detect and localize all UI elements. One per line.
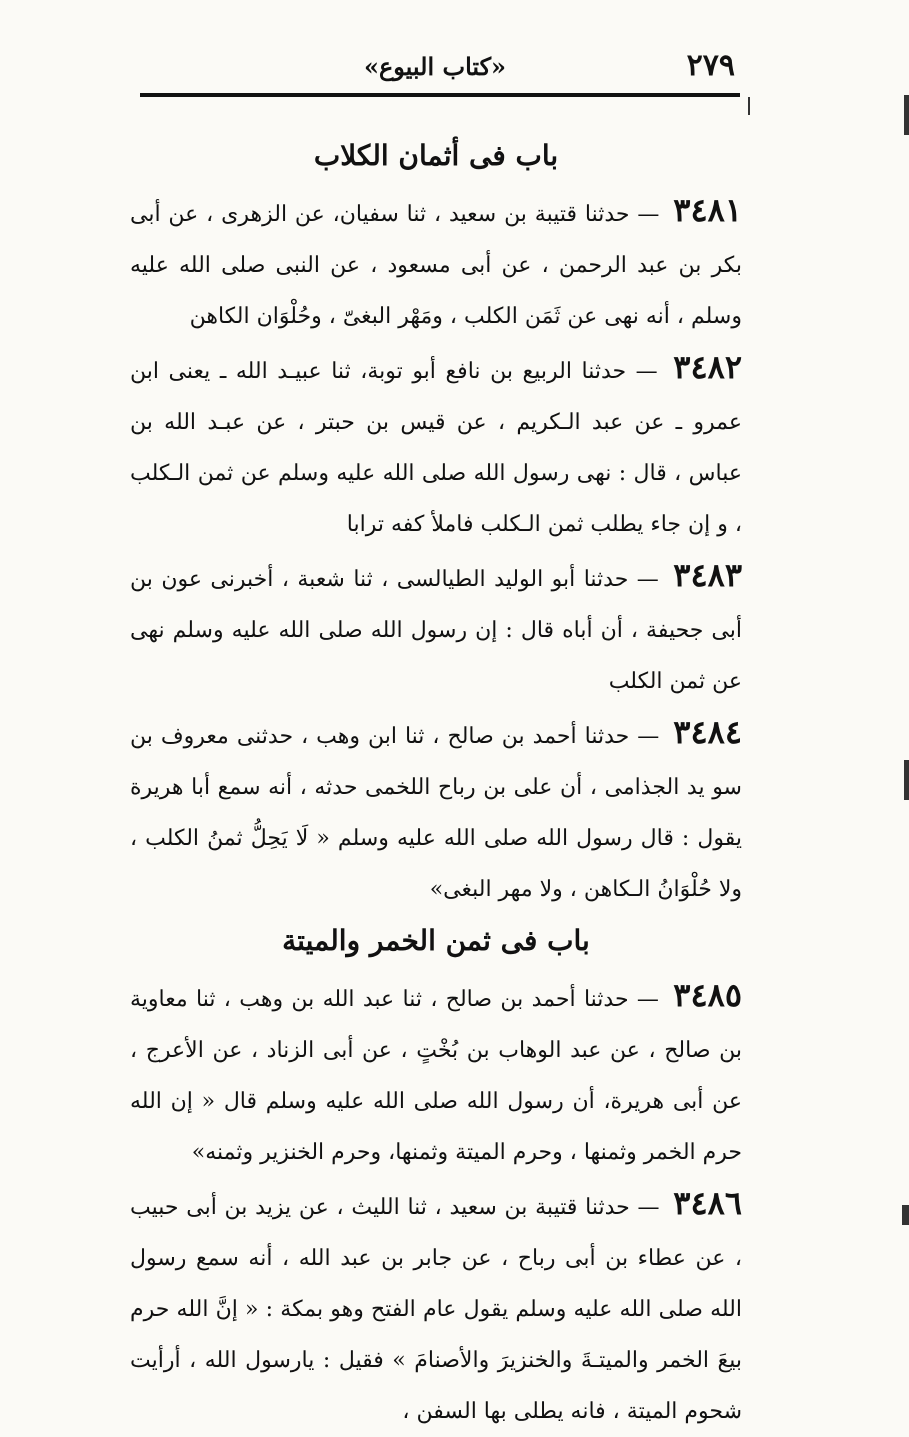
hadith (130, 342, 742, 550)
page-header (135, 48, 735, 88)
hadith (130, 970, 742, 1178)
hadith-number: ٣٤٨٢ (673, 348, 742, 386)
hadith (130, 550, 742, 707)
hadith-text: — حدثنا أبو الوليد الطيالسى ، ثنا شعبة ، أخبرنى عون بن أبى جحيفة ، أن أباه قال : إن رسول الله صلى الله عليه وسلم نهى عن ثمن الكلب (130, 567, 742, 694)
scan-edge-mark (902, 1205, 909, 1225)
page-body (130, 130, 742, 1437)
hadith-number: ٣٤٨٤ (673, 713, 742, 751)
header-rule (140, 93, 740, 97)
hadith-text: — حدثنا الربيع بن نافع أبو توبة، ثنا عبيـد الله ـ يعنى ابن عمرو ـ عن عبد الـكريم ، عن قيس بن حبتر ، عن عبـد الله بن عباس ، قال : نهى رسول الله صلى الله عليه وسلم عن ثمن الـكلب ، و إن جاء يطلب ثمن الـكلب فاملأ كفه ترابا (130, 359, 742, 537)
hadith-number: ٣٤٨٥ (673, 976, 742, 1014)
hadith (130, 1178, 742, 1437)
running-title: «كتاب البيوع» (363, 52, 507, 81)
hadith-number: ٣٤٨٣ (673, 556, 742, 594)
hadith (130, 185, 742, 342)
page-number: ٢٧٩ (686, 48, 735, 83)
hadith-number: ٣٤٨٦ (673, 1184, 742, 1222)
hadith-text: — حدثنا أحمد بن صالح ، ثنا ابن وهب ، حدثنى معروف بن سو يد الجذامى ، أن على بن رباح اللخمى حدثه ، أنه سمع أبا هريرة يقول : قال رسول الله صلى الله عليه وسلم « لَا يَحِلُّ ثمنُ الكلب ، ولا حُلْوَانُ الـكاهن ، ولا مهر البغى» (130, 724, 742, 902)
header-rule-tail (740, 97, 750, 115)
hadith-text: — حدثنا قتيبة بن سعيد ، ثنا الليث ، عن يزيد بن أبى حبيب ، عن عطاء بن أبى رباح ، عن جابر بن عبد الله ، أنه سمع رسول الله صلى الله عليه وسلم يقول عام الفتح وهو بمكة : « إنَّ الله حرم بيعَ الخمر والميتـةَ والخنزيرَ والأصنامَ » فقيل : يارسول الله ، أرأيت شحوم الميتة ، فانه يطلى بها السفن ، (130, 1195, 742, 1424)
hadith (130, 707, 742, 915)
chapter-heading: باب فى ثمن الخمر والميتة (282, 924, 590, 957)
hadith-number: ٣٤٨١ (673, 191, 742, 229)
hadith-text: — حدثنا أحمد بن صالح ، ثنا عبد الله بن وهب ، ثنا معاوية بن صالح ، عن عبد الوهاب بن بُخْتٍ ، عن أبى الزناد ، عن الأعرج ، عن أبى هريرة، أن رسول الله صلى الله عليه وسلم قال « إن الله حرم الخمر وثمنها ، وحرم الميتة وثمنها، وحرم الخنزير وثمنه» (130, 987, 742, 1165)
chapter-heading: باب فى أثمان الكلاب (313, 139, 559, 172)
scan-edge-mark (904, 760, 909, 800)
scan-edge-mark (904, 95, 909, 135)
hadith-text: — حدثنا قتيبة بن سعيد ، ثنا سفيان، عن الزهرى ، عن أبى بكر بن عبد الرحمن ، عن أبى مسعود ، عن النبى صلى الله عليه وسلم ، أنه نهى عن ثَمَن الكلب ، ومَهْر البغىّ ، وحُلْوَان الكاهن (130, 202, 742, 329)
